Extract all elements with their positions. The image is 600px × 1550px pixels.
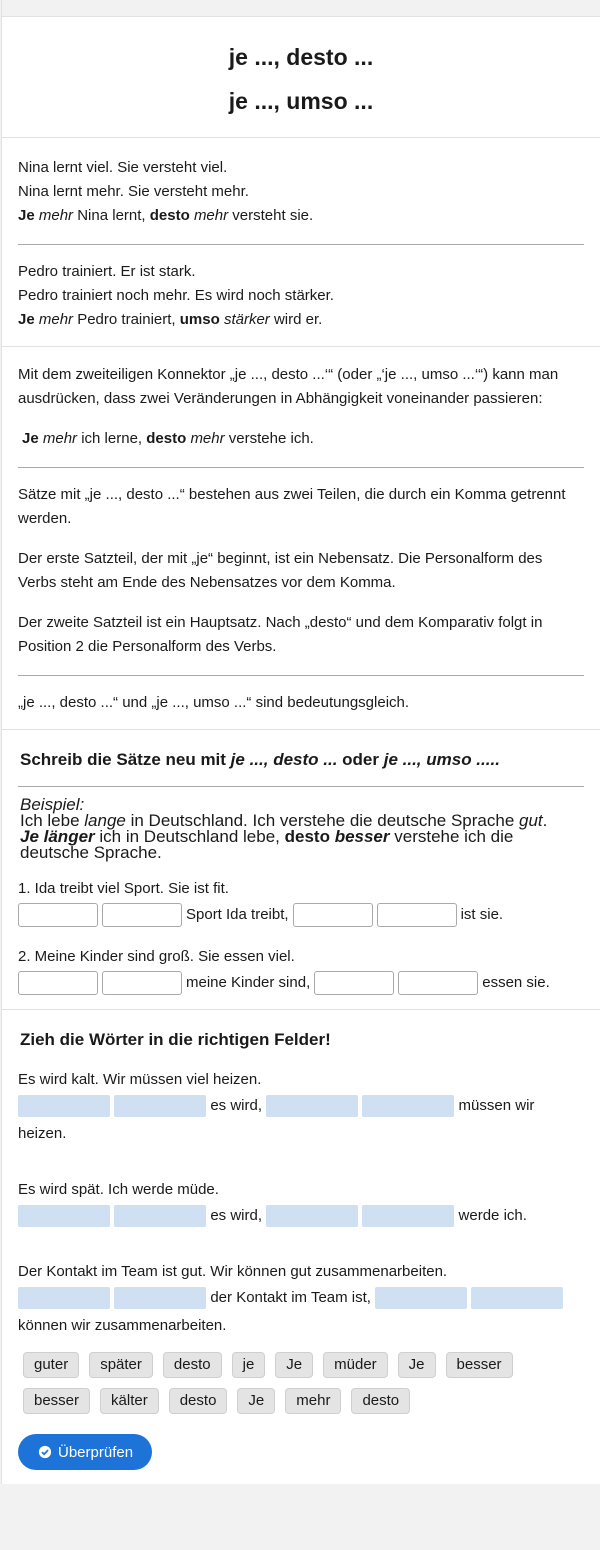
sentence-fragment: der Kontakt im Team ist,	[210, 1289, 371, 1306]
drop-zone[interactable]	[18, 1205, 110, 1227]
word-chip[interactable]: Je	[398, 1352, 436, 1378]
check-button-label: Überprüfen	[58, 1443, 134, 1461]
example-solution: Je länger ich in Deutschland lebe, desto besser verstehe ich die deutsche Sprache.	[20, 827, 514, 862]
sentence-fragment: müssen wir	[458, 1097, 535, 1114]
sentence-fragment: werde ich.	[458, 1207, 527, 1224]
check-button[interactable]	[18, 1434, 152, 1470]
answer-input[interactable]	[102, 971, 182, 995]
sentence-fragment: heizen.	[18, 1125, 67, 1142]
explanation-example: Je mehr ich lerne, desto mehr verstehe ich.	[22, 430, 314, 447]
explanation-text: Der zweite Satzteil ist ein Hauptsatz. Nach „desto“ und dem Komparativ folgt in Position 2 die Personalform des Verbs.	[18, 614, 543, 655]
word-chip[interactable]: besser	[446, 1352, 513, 1378]
question-2: 2. Meine Kinder sind groß. Sie essen viel.	[18, 948, 295, 965]
sentence-fragment: können wir zusammenarbeiten.	[18, 1317, 227, 1334]
answer-input[interactable]	[398, 971, 478, 995]
drop-zone[interactable]	[266, 1095, 358, 1117]
sentence-fragment: Sport Ida treibt,	[186, 906, 289, 923]
drop-zone[interactable]	[471, 1287, 563, 1309]
word-bank	[18, 1352, 584, 1414]
word-chip[interactable]: guter	[23, 1352, 79, 1378]
word-chip[interactable]: mehr	[285, 1388, 341, 1414]
drag-sentence-2: Es wird spät. Ich werde müde.	[18, 1181, 219, 1198]
answer-input[interactable]	[18, 971, 98, 995]
drop-zone[interactable]	[362, 1095, 454, 1117]
intro-example: Je mehr Pedro trainiert, umso stärker wird er.	[18, 311, 323, 328]
drop-zone[interactable]	[114, 1287, 206, 1309]
intro-line: Nina lernt viel. Sie versteht viel.	[18, 159, 228, 176]
word-chip[interactable]: desto	[163, 1352, 222, 1378]
intro-example: Je mehr Nina lernt, desto mehr versteht sie.	[18, 207, 314, 224]
explanation-text: Sätze mit „je ..., desto ...“ bestehen aus zwei Teilen, die durch ein Komma getrennt werden.	[18, 486, 566, 527]
drop-zone[interactable]	[375, 1287, 467, 1309]
sentence-fragment: essen sie.	[482, 974, 550, 991]
exercise2-section	[2, 1010, 600, 1484]
word-chip[interactable]: kälter	[100, 1388, 159, 1414]
check-circle-icon	[38, 1445, 52, 1459]
drag-line-2	[18, 1202, 584, 1230]
drop-zone[interactable]	[114, 1095, 206, 1117]
drop-zone[interactable]	[266, 1205, 358, 1227]
answer-input[interactable]	[18, 903, 98, 927]
divider	[18, 786, 584, 787]
drag-line-1	[18, 1092, 584, 1148]
explanation-section	[2, 347, 600, 730]
answer-input[interactable]	[102, 903, 182, 927]
answer-input[interactable]	[314, 971, 394, 995]
intro-line: Pedro trainiert. Er ist stark.	[18, 263, 196, 280]
drop-zone[interactable]	[362, 1205, 454, 1227]
page	[1, 0, 600, 1484]
sentence-fragment: ist sie.	[460, 906, 504, 923]
answer-input[interactable]	[293, 903, 373, 927]
question-1: 1. Ida treibt viel Sport. Sie ist fit.	[18, 880, 229, 897]
word-chip[interactable]: Je	[237, 1388, 275, 1414]
intro-section	[2, 138, 600, 347]
title-box	[2, 16, 600, 138]
answer-row-1	[18, 903, 584, 927]
example-sentence: Ich lebe lange in Deutschland. Ich verstehe die deutsche Sprache gut.	[20, 811, 548, 830]
page-title-line1: je ..., desto ...	[228, 44, 374, 70]
page-title-line2: je ..., umso ...	[228, 88, 374, 114]
example-block	[20, 797, 584, 861]
divider	[18, 244, 584, 245]
drag-sentence-1: Es wird kalt. Wir müssen viel heizen.	[18, 1071, 262, 1088]
word-chip[interactable]: müder	[323, 1352, 388, 1378]
sentence-fragment: meine Kinder sind,	[186, 974, 311, 991]
example-label: Beispiel:	[20, 795, 85, 814]
drop-zone[interactable]	[18, 1095, 110, 1117]
exercise1-section	[2, 730, 600, 1010]
word-chip[interactable]: besser	[23, 1388, 90, 1414]
drag-sentence-3: Der Kontakt im Team ist gut. Wir können gut zusammenarbeiten.	[18, 1263, 448, 1280]
drop-zone[interactable]	[114, 1205, 206, 1227]
word-chip[interactable]: später	[89, 1352, 153, 1378]
explanation-text: Mit dem zweiteiligen Konnektor „je ..., desto ...‘“ (oder „‘je ..., umso ...‘“) kann man ausdrücken, dass zwei Veränderungen in Abhängigkeit voneinander passieren:	[18, 366, 559, 407]
answer-input[interactable]	[377, 903, 457, 927]
sentence-fragment: es wird,	[210, 1097, 263, 1114]
word-chip[interactable]: je	[232, 1352, 266, 1378]
intro-line: Nina lernt mehr. Sie versteht mehr.	[18, 183, 249, 200]
word-chip[interactable]: desto	[351, 1388, 410, 1414]
word-chip[interactable]: Je	[275, 1352, 313, 1378]
answer-row-2	[18, 971, 584, 995]
sentence-fragment: es wird,	[210, 1207, 263, 1224]
top-strip	[2, 0, 600, 16]
exercise2-title: Zieh die Wörter in die richtigen Felder!	[20, 1030, 331, 1049]
explanation-text: Der erste Satzteil, der mit „je“ beginnt, ist ein Nebensatz. Die Personalform des Verbs steht am Ende des Nebensatzes vor dem Komma.	[18, 550, 543, 591]
divider	[18, 467, 584, 468]
explanation-text: „je ..., desto ...“ und „je ..., umso ...“ sind bedeutungsgleich.	[18, 694, 410, 711]
exercise1-title: Schreib die Sätze neu mit je ..., desto ... oder je ..., umso .....	[20, 750, 500, 769]
drop-zone[interactable]	[18, 1287, 110, 1309]
word-chip[interactable]: desto	[169, 1388, 228, 1414]
intro-line: Pedro trainiert noch mehr. Es wird noch stärker.	[18, 287, 334, 304]
drag-line-3	[18, 1284, 584, 1340]
divider	[18, 675, 584, 676]
